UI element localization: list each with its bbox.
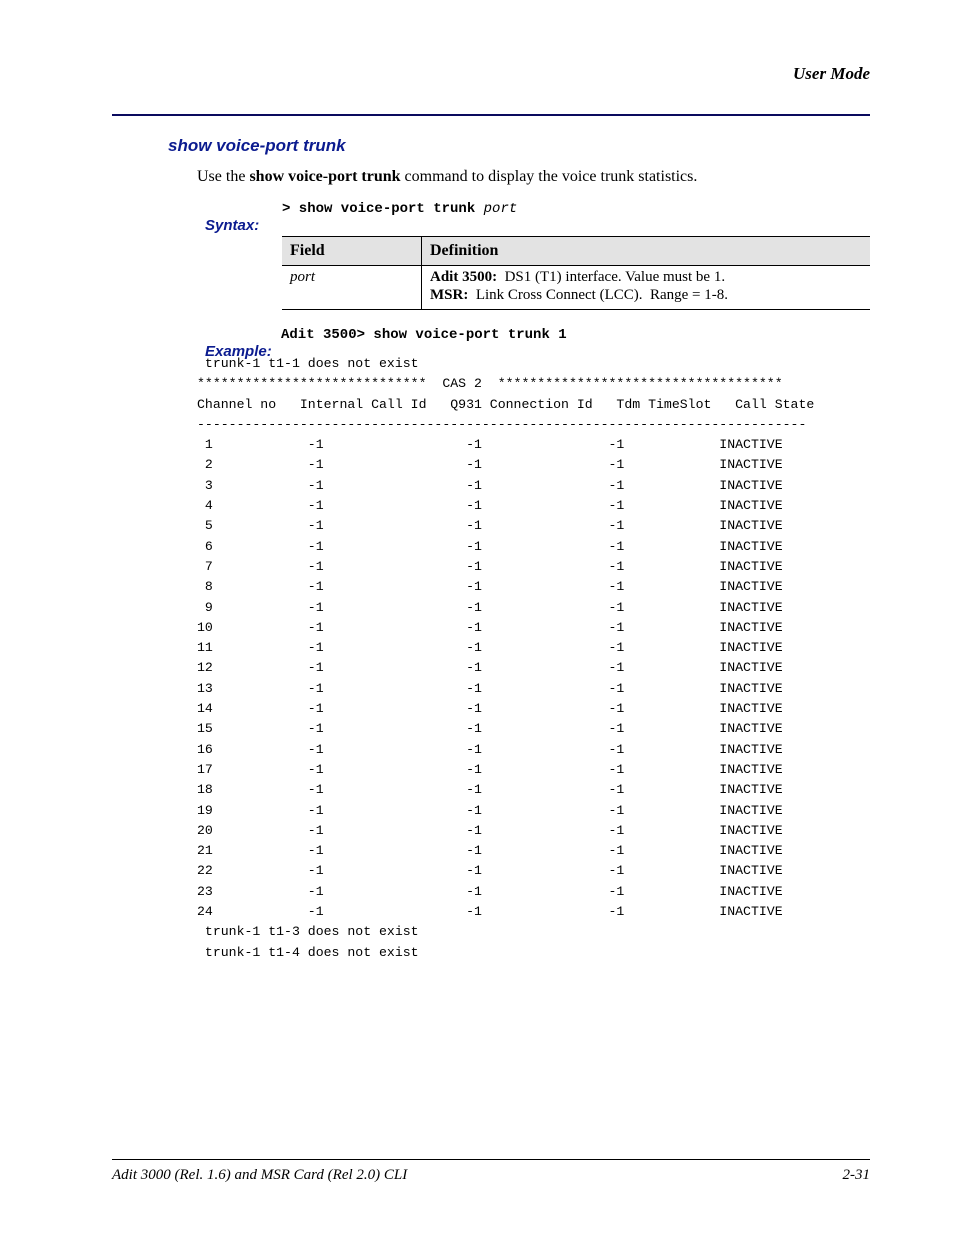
cli-output: trunk-1 t1-1 does not exist ***************************** CAS 2 ************************************ Channel no Internal Call Id Q931 Connection Id Tdm TimeSlot Call State ----------------------------------------------------------------------------- 1 -1 -1 -1 INACTIVE 2 -1 -1 -1 INACTIVE 3 -1 -1 -1 INACTIVE 4 -1 -1 -1 INACTIVE 5 -1 -1 -1 INACTIVE 6 -1 -1 -1 INACTIVE 7 -1 -1 -1 INACTIVE 8 -1 -1 -1 INACTIVE 9 -1 -1 -1 INACTIVE 10 -1 -1 -1 INACTIVE 11 -1 -1 -1 INACTIVE 12 -1 -1 -1 INACTIVE 13 -1 -1 -1 INACTIVE 14 -1 -1 -1 INACTIVE 15 -1 -1 -1 INACTIVE 16 -1 -1 -1 INACTIVE 17 -1 -1 -1 INACTIVE 18 -1 -1 -1 INACTIVE 19 -1 -1 -1 INACTIVE 20 -1 -1 -1 INACTIVE 21 -1 -1 -1 INACTIVE 22 -1 -1 -1 INACTIVE 23 -1 -1 -1 INACTIVE 24 -1 -1 -1 INACTIVE trunk-1 t1-3 does not exist trunk-1 t1-4 does not exist: [197, 356, 815, 960]
intro-paragraph: [197, 168, 697, 186]
intro-prefix: Use the: [197, 168, 250, 185]
column-header-definition: Definition: [422, 237, 871, 266]
section-title: show voice-port trunk: [168, 136, 346, 155]
page-number: 2-31: [842, 1167, 870, 1183]
syntax-command-text: > show voice-port trunk: [282, 201, 484, 217]
definition-text-adit: DS1 (T1) interface. Value must be 1.: [497, 269, 726, 285]
table-header-row: [282, 237, 870, 266]
example-label: Example:: [205, 343, 272, 360]
syntax-command: [282, 201, 517, 217]
footer-rule: [112, 1159, 870, 1160]
definition-cell: [422, 266, 871, 310]
intro-command: show voice-port trunk: [249, 168, 401, 185]
syntax-argument: port: [483, 201, 518, 217]
syntax-label: Syntax:: [205, 217, 260, 234]
definition-label-adit: Adit 3500:: [430, 269, 498, 285]
column-header-field: Field: [282, 237, 422, 266]
definition-label-msr: MSR:: [430, 287, 469, 303]
table-row: [282, 266, 870, 310]
field-cell: [282, 266, 422, 310]
definition-line-msr: [430, 286, 862, 304]
example-command: Adit 3500> show voice-port trunk 1: [281, 327, 567, 343]
running-header: User Mode: [793, 64, 870, 83]
field-definition-table: [282, 236, 870, 310]
intro-suffix: command to display the voice trunk statistics.: [400, 168, 698, 185]
footer-title: Adit 3000 (Rel. 1.6) and MSR Card (Rel 2.0) CLI: [112, 1167, 408, 1183]
header-rule: [112, 114, 870, 116]
definition-text-msr: Link Cross Connect (LCC). Range = 1-8.: [468, 287, 729, 303]
definition-line-adit: [430, 268, 862, 286]
field-name: port: [290, 269, 316, 285]
